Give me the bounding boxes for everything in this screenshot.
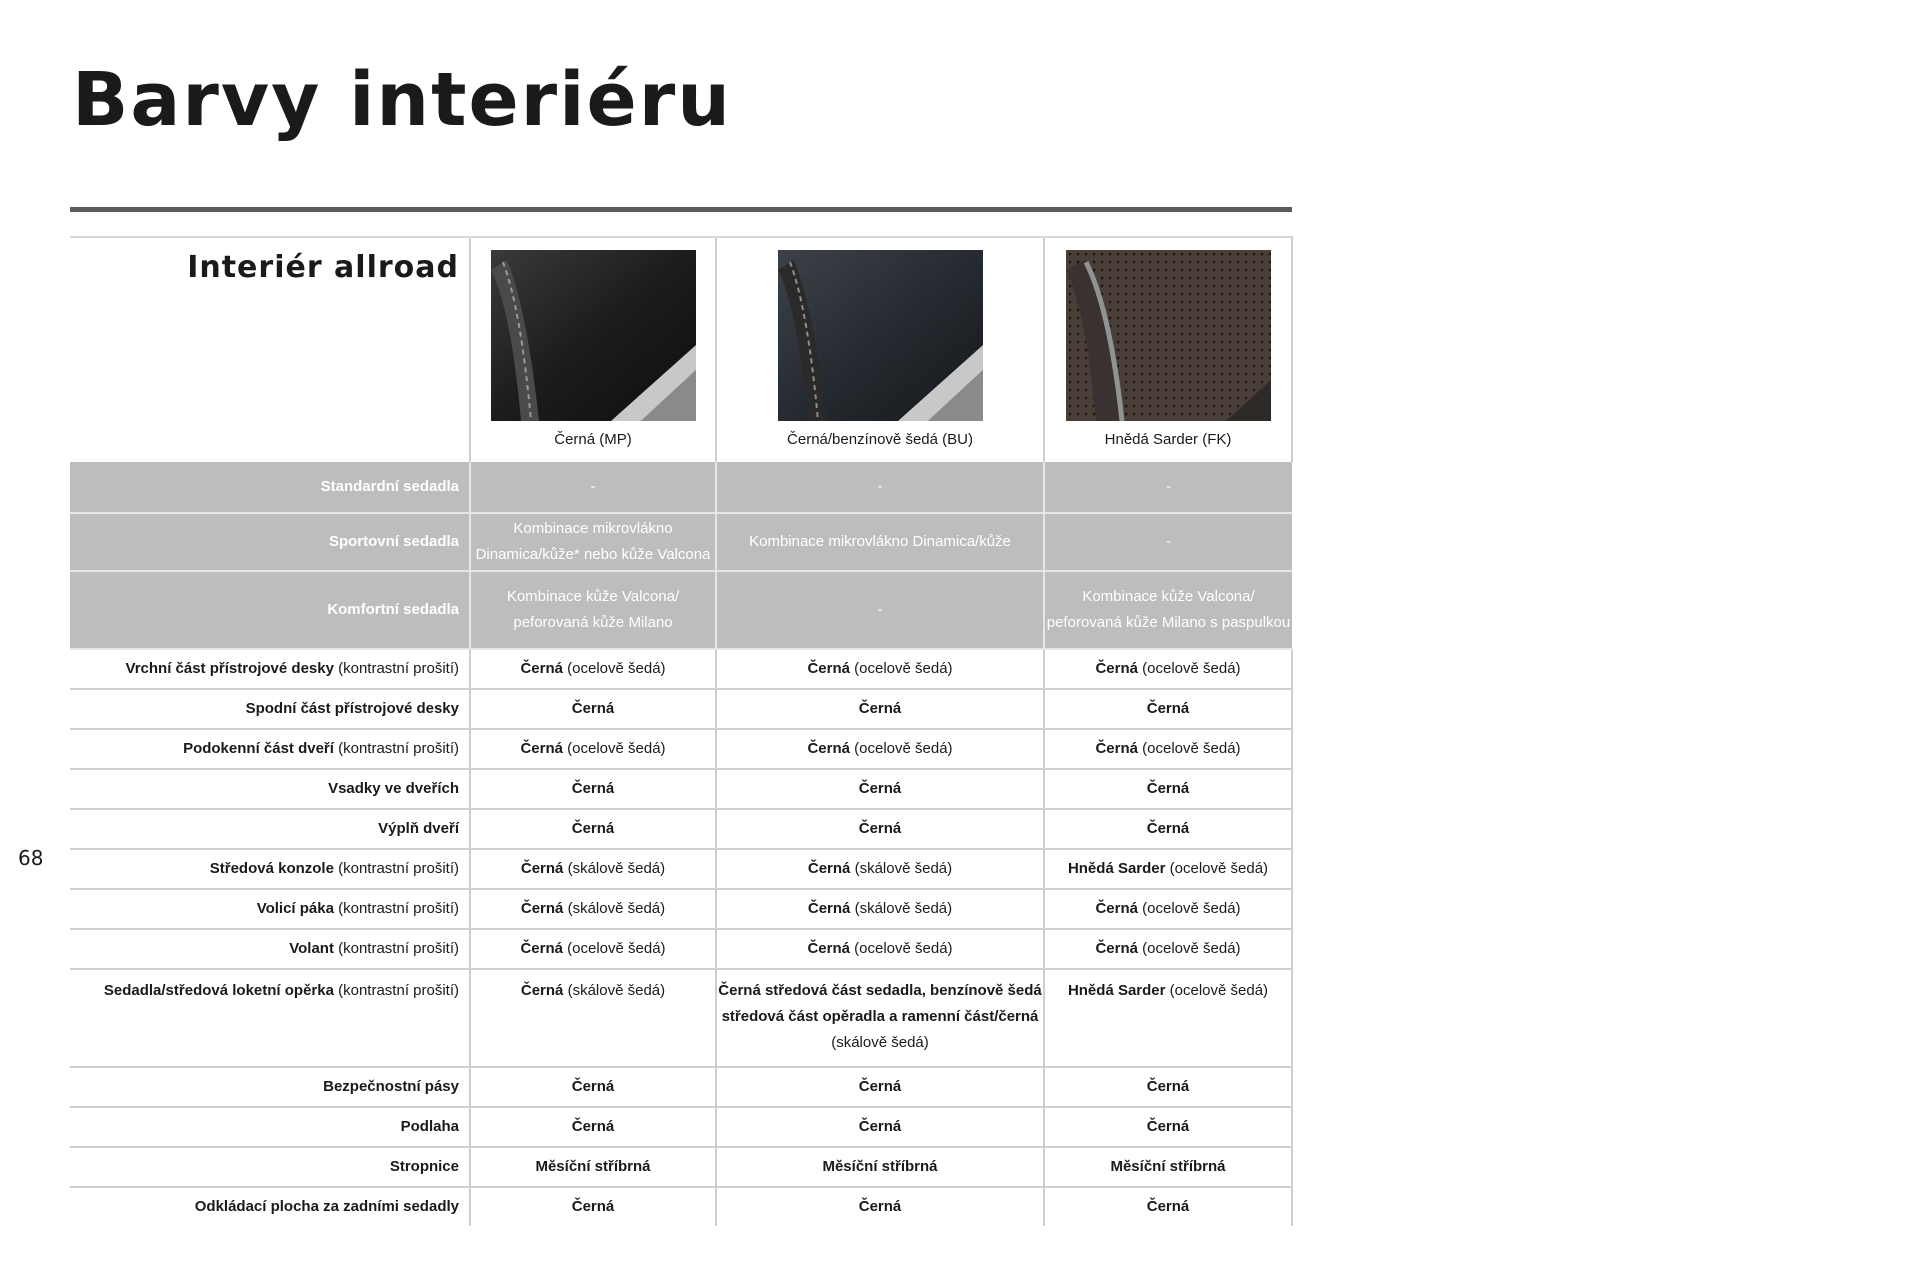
component-note: (kontrastní prošití) — [333, 860, 459, 877]
color-name: Černá — [520, 860, 564, 877]
component-rows — [70, 649, 1292, 1226]
color-name: Měsíční stříbrná — [822, 1158, 938, 1175]
component-name: Středová konzole — [209, 860, 334, 877]
component-label — [70, 969, 470, 1067]
seat-value: Kombinace kůže Valcona/ peforovaná kůže Milano — [470, 571, 716, 649]
color-cell — [1044, 929, 1292, 969]
color-name: Černá — [1146, 1198, 1190, 1215]
seat-label: Komfortní sedadla — [70, 571, 470, 649]
table-header-row — [70, 237, 1292, 462]
color-cell — [1044, 809, 1292, 849]
table-row — [70, 929, 1292, 969]
interior-color-table — [70, 236, 1293, 1226]
color-name: Černá — [571, 780, 615, 797]
component-label — [70, 729, 470, 769]
color-name: Černá — [807, 660, 850, 677]
variant-column-3 — [1044, 237, 1292, 462]
color-name: Hnědá Sarder — [1067, 860, 1166, 877]
page-title: Barvy interiéru — [72, 57, 732, 143]
table-row — [70, 729, 1292, 769]
color-cell — [1044, 849, 1292, 889]
stitching-color: (ocelově šedá) — [1165, 860, 1269, 877]
color-name: Černá — [807, 940, 850, 957]
color-name: Černá — [571, 1078, 615, 1095]
stitching-color: (ocelově šedá) — [849, 940, 953, 957]
color-name: Černá — [807, 860, 851, 877]
color-cell — [716, 689, 1044, 729]
component-name: Stropnice — [389, 1158, 459, 1175]
table-row — [70, 1107, 1292, 1147]
component-name: Vrchní část přístrojové desky — [125, 660, 334, 677]
color-cell — [1044, 769, 1292, 809]
color-cell — [716, 1107, 1044, 1147]
color-cell — [470, 809, 716, 849]
color-name: Černá — [520, 982, 564, 999]
stitching-color: (ocelově šedá) — [1137, 940, 1241, 957]
color-name: Černá — [858, 1078, 902, 1095]
color-cell — [1044, 689, 1292, 729]
component-name: Sedadla/středová loketní opěrka — [103, 982, 334, 999]
color-name: Černá — [520, 660, 563, 677]
color-name: Černá — [520, 940, 563, 957]
color-cell — [716, 889, 1044, 929]
stitching-color: (ocelově šedá) — [1137, 740, 1241, 757]
color-cell — [716, 809, 1044, 849]
black-petrol-grey-microfibre-swatch — [778, 250, 983, 421]
color-cell — [470, 1187, 716, 1226]
table-row — [70, 689, 1292, 729]
color-name: Hnědá Sarder — [1067, 982, 1166, 999]
color-name: Černá — [520, 900, 564, 917]
color-cell — [1044, 729, 1292, 769]
seat-value: - — [716, 571, 1044, 649]
color-name: Černá — [1146, 780, 1190, 797]
color-name: Černá — [807, 740, 850, 757]
stitching-color: (ocelově šedá) — [1165, 982, 1269, 999]
table-row — [70, 769, 1292, 809]
table-row — [70, 1147, 1292, 1187]
seat-value: - — [716, 462, 1044, 513]
color-cell — [1044, 1187, 1292, 1226]
color-cell — [470, 729, 716, 769]
color-cell — [1044, 1107, 1292, 1147]
table-row — [70, 889, 1292, 929]
brown-perforated-leather-swatch — [1066, 250, 1271, 421]
color-cell — [716, 729, 1044, 769]
stitching-color: (skálově šedá) — [850, 860, 953, 877]
color-name: Černá — [520, 740, 563, 757]
seat-row-sport — [70, 513, 1292, 571]
color-name: Černá — [1146, 1078, 1190, 1095]
stitching-color: (skálově šedá) — [563, 982, 666, 999]
color-cell — [470, 649, 716, 689]
color-name: Černá — [807, 900, 851, 917]
color-name: Měsíční stříbrná — [1110, 1158, 1226, 1175]
seat-value: Kombinace kůže Valcona/ peforovaná kůže Milano s paspulkou — [1044, 571, 1292, 649]
seat-row-comfort — [70, 571, 1292, 649]
seat-value: Kombinace mikrovlákno Dinamica/kůže* nebo kůže Valcona — [470, 513, 716, 571]
color-cell — [716, 769, 1044, 809]
page-number: 68 — [18, 846, 44, 870]
component-name: Výplň dveří — [378, 820, 459, 837]
component-note: (kontrastní prošití) — [333, 940, 459, 957]
component-note: (kontrastní prošití) — [333, 982, 459, 999]
seat-value: Kombinace mikrovlákno Dinamica/kůže — [716, 513, 1044, 571]
color-cell — [470, 1147, 716, 1187]
stitching-color: (ocelově šedá) — [1137, 660, 1241, 677]
color-name: Černá — [858, 700, 902, 717]
variant-name: Hnědá Sarder (FK) — [1104, 431, 1232, 448]
stitching-color: (ocelově šedá) — [1137, 900, 1241, 917]
color-name: Černá — [858, 1118, 902, 1135]
color-name: Černá — [571, 1198, 615, 1215]
color-cell — [470, 849, 716, 889]
component-label — [70, 889, 470, 929]
component-note: (kontrastní prošití) — [333, 900, 459, 917]
stitching-color: (ocelově šedá) — [562, 940, 666, 957]
seat-value: - — [1044, 462, 1292, 513]
color-cell — [716, 849, 1044, 889]
seat-label: Standardní sedadla — [70, 462, 470, 513]
variant-column-1 — [470, 237, 716, 462]
stitching-color: (skálově šedá) — [831, 1034, 929, 1051]
component-name: Spodní část přístrojové desky — [245, 700, 459, 717]
table-row — [70, 969, 1292, 1067]
color-cell — [470, 689, 716, 729]
black-microfibre-swatch — [491, 250, 696, 421]
color-cell — [470, 1067, 716, 1107]
color-cell — [716, 969, 1044, 1067]
stitching-color: (skálově šedá) — [563, 860, 666, 877]
stitching-color: (ocelově šedá) — [562, 740, 666, 757]
color-name: Černá — [858, 780, 902, 797]
color-name: Černá — [1095, 740, 1138, 757]
component-note: (kontrastní prošití) — [333, 740, 459, 757]
color-name: Černá — [858, 820, 902, 837]
color-cell — [1044, 969, 1292, 1067]
component-name: Volant — [289, 940, 334, 957]
color-cell — [716, 1147, 1044, 1187]
stitching-color: (ocelově šedá) — [849, 740, 953, 757]
component-label — [70, 1147, 470, 1187]
table-row — [70, 849, 1292, 889]
stitching-color: (ocelově šedá) — [849, 660, 953, 677]
color-cell — [470, 969, 716, 1067]
color-cell — [470, 889, 716, 929]
component-label — [70, 1187, 470, 1226]
stitching-color: (ocelově šedá) — [562, 660, 666, 677]
variant-name: Černá (MP) — [554, 431, 632, 448]
stitching-color: (skálově šedá) — [850, 900, 953, 917]
color-name: Černá — [571, 820, 615, 837]
color-cell — [716, 929, 1044, 969]
color-cell — [1044, 1147, 1292, 1187]
component-label — [70, 849, 470, 889]
seat-value: - — [470, 462, 716, 513]
color-name: Měsíční stříbrná — [535, 1158, 651, 1175]
color-name: Černá — [571, 1118, 615, 1135]
component-label — [70, 769, 470, 809]
color-name: Černá — [858, 1198, 902, 1215]
color-cell — [470, 769, 716, 809]
component-label — [70, 649, 470, 689]
color-name: Černá — [1095, 940, 1138, 957]
table-row — [70, 649, 1292, 689]
table-row — [70, 1067, 1292, 1107]
seat-row-standard — [70, 462, 1292, 513]
component-name: Volicí páka — [256, 900, 334, 917]
color-name: Černá — [571, 700, 615, 717]
color-cell — [1044, 649, 1292, 689]
component-label — [70, 689, 470, 729]
component-name: Podokenní část dveří — [183, 740, 334, 757]
stitching-color: (skálově šedá) — [563, 900, 666, 917]
color-cell — [470, 1107, 716, 1147]
color-cell — [470, 929, 716, 969]
component-name: Bezpečnostní pásy — [323, 1078, 459, 1095]
color-cell — [716, 1187, 1044, 1226]
component-name: Podlaha — [400, 1118, 459, 1135]
variant-column-2 — [716, 237, 1044, 462]
section-title: Interiér allroad — [187, 250, 459, 285]
color-name: Černá — [1146, 820, 1190, 837]
color-cell — [1044, 889, 1292, 929]
component-note: (kontrastní prošití) — [333, 660, 459, 677]
color-name: Černá — [1095, 660, 1138, 677]
color-cell — [716, 649, 1044, 689]
color-name: Černá — [1146, 1118, 1190, 1135]
variant-name: Černá/benzínově šedá (BU) — [787, 431, 973, 448]
table-row — [70, 809, 1292, 849]
color-cell — [716, 1067, 1044, 1107]
component-name: Vsadky ve dveřích — [328, 780, 459, 797]
section-title-cell — [70, 237, 470, 462]
component-label — [70, 1067, 470, 1107]
color-name: Černá — [1146, 700, 1190, 717]
color-name: Černá středová část sedadla, benzínově šedá středová část opěradla a ramenní část/černá — [718, 982, 1042, 1025]
component-label — [70, 1107, 470, 1147]
seat-label: Sportovní sedadla — [70, 513, 470, 571]
color-cell — [1044, 1067, 1292, 1107]
seat-value: - — [1044, 513, 1292, 571]
color-name: Černá — [1095, 900, 1138, 917]
title-divider — [70, 207, 1292, 212]
table-row — [70, 1187, 1292, 1226]
component-name: Odkládací plocha za zadními sedadly — [194, 1198, 459, 1215]
component-label — [70, 929, 470, 969]
component-label — [70, 809, 470, 849]
